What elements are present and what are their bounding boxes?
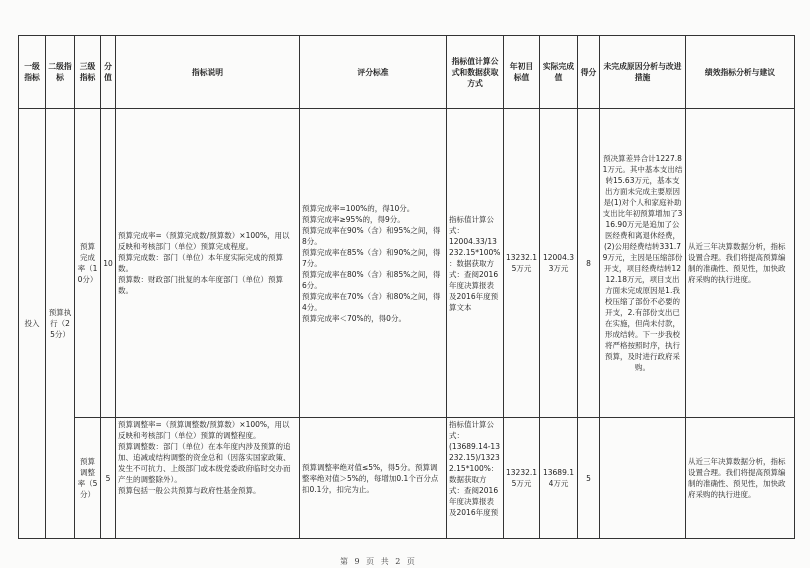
header-criteria: 评分标准	[300, 36, 447, 109]
formula-cell: 指标值计算公式： (13689.14-13232.15)/13232.15*100%：数据获取方式：查阅2016年度决算报表及2016年度预	[447, 418, 504, 539]
reason-cell	[600, 418, 686, 539]
table-row	[19, 418, 795, 539]
description-cell: 预算调整率=（预算调整数/预算数）×100%，用以反映和考核部门（单位）预算的调整程度。 预算调整数：部门（单位）在本年度内涉及预算的追加、追减或结构调整的资金总和（因落实国家政策、发生不可抗力、上级部门或本级党委政府临时交办而产生的调整除外）。 预算包括一般公共预算与政府性基金预算。	[116, 418, 300, 539]
level1-cell: 投入	[19, 109, 46, 539]
level2-cell: 预算执行（25分）	[46, 109, 75, 539]
target-cell: 13232.15万元	[504, 109, 540, 418]
header-formula: 指标值计算公式和数据获取方式	[447, 36, 504, 109]
level3-cell: 预算调整率（5分）	[75, 418, 101, 539]
score-cell: 5	[578, 418, 600, 539]
header-reason: 未完成原因分析与改进措施	[600, 36, 686, 109]
header-level1: 一级指标	[19, 36, 46, 109]
header-score: 得分	[578, 36, 600, 109]
table-row	[19, 109, 795, 418]
page-number: 第 9 页 共 2 页	[340, 557, 417, 566]
header-suggestion: 绩效指标分析与建议	[686, 36, 795, 109]
target-cell: 13232.15万元	[504, 418, 540, 539]
criteria-cell: 预算调整率绝对值≤5%，得5分。预算调整率绝对值＞5%的，每增加0.1个百分点扣0.1分，扣完为止。	[300, 418, 447, 539]
performance-evaluation-table	[18, 35, 795, 539]
weight-cell: 10	[101, 109, 116, 418]
header-level3: 三级指标	[75, 36, 101, 109]
reason-cell: 预决算差异合计1227.81万元。其中基本支出结转15.63万元，基本支出方面未完成主要原因是(1)对个人和家庭补助支出比年初预算增加了316.90万元是追加了公医经费和离退休经费，(2)公用经费结转331.79万元，主因是压缩部份开支，项目经费结转1212.18万元，项目支出方面未完成原因是1.我校压缩了部份不必要的开支，2.有部份支出已在实施，但尚未付款，形成结转。下一步我校将严格按照时序，执行预算，及时进行政府采购。	[600, 109, 686, 418]
header-target: 年初目标值	[504, 36, 540, 109]
formula-cell: 指标值计算公式： 12004.33/13232.15*100% ：数据获取方式：查阅2016年度决算报表及2016年度预算文本	[447, 109, 504, 418]
header-level2: 二级指标	[46, 36, 75, 109]
actual-cell: 13689.14万元	[540, 418, 578, 539]
score-cell: 8	[578, 109, 600, 418]
header-row	[19, 36, 795, 109]
actual-cell: 12004.33万元	[540, 109, 578, 418]
criteria-cell: 预算完成率=100%的，得10分。 预算完成率≥95%的，得9分。 预算完成率在90%（含）和95%之间，得8分。 预算完成率在85%（含）和90%之间，得7分。 预算完成率在80%（含）和85%之间，得6分。 预算完成率在70%（含）和80%之间，得4分。 预算完成率＜70%的，得0分。	[300, 109, 447, 418]
weight-cell: 5	[101, 418, 116, 539]
description-cell: 预算完成率=（预算完成数/预算数）×100%，用以反映和考核部门（单位）预算完成程度。 预算完成数：部门（单位）本年度实际完成的预算数。 预算数：财政部门批复的本年度部门（单位）预算数。	[116, 109, 300, 418]
suggestion-cell: 从近三年决算数据分析，指标设置合理。我们将提高预算编制的准确性、预见性，加快政府采购的执行进度。	[686, 418, 795, 539]
level3-cell: 预算完成率（10分）	[75, 109, 101, 418]
header-description: 指标说明	[116, 36, 300, 109]
suggestion-cell: 从近三年决算数据分析，指标设置合理。我们将提高预算编制的准确性、预见性，加快政府采购的执行进度。	[686, 109, 795, 418]
header-weight: 分值	[101, 36, 116, 109]
header-actual: 实际完成值	[540, 36, 578, 109]
